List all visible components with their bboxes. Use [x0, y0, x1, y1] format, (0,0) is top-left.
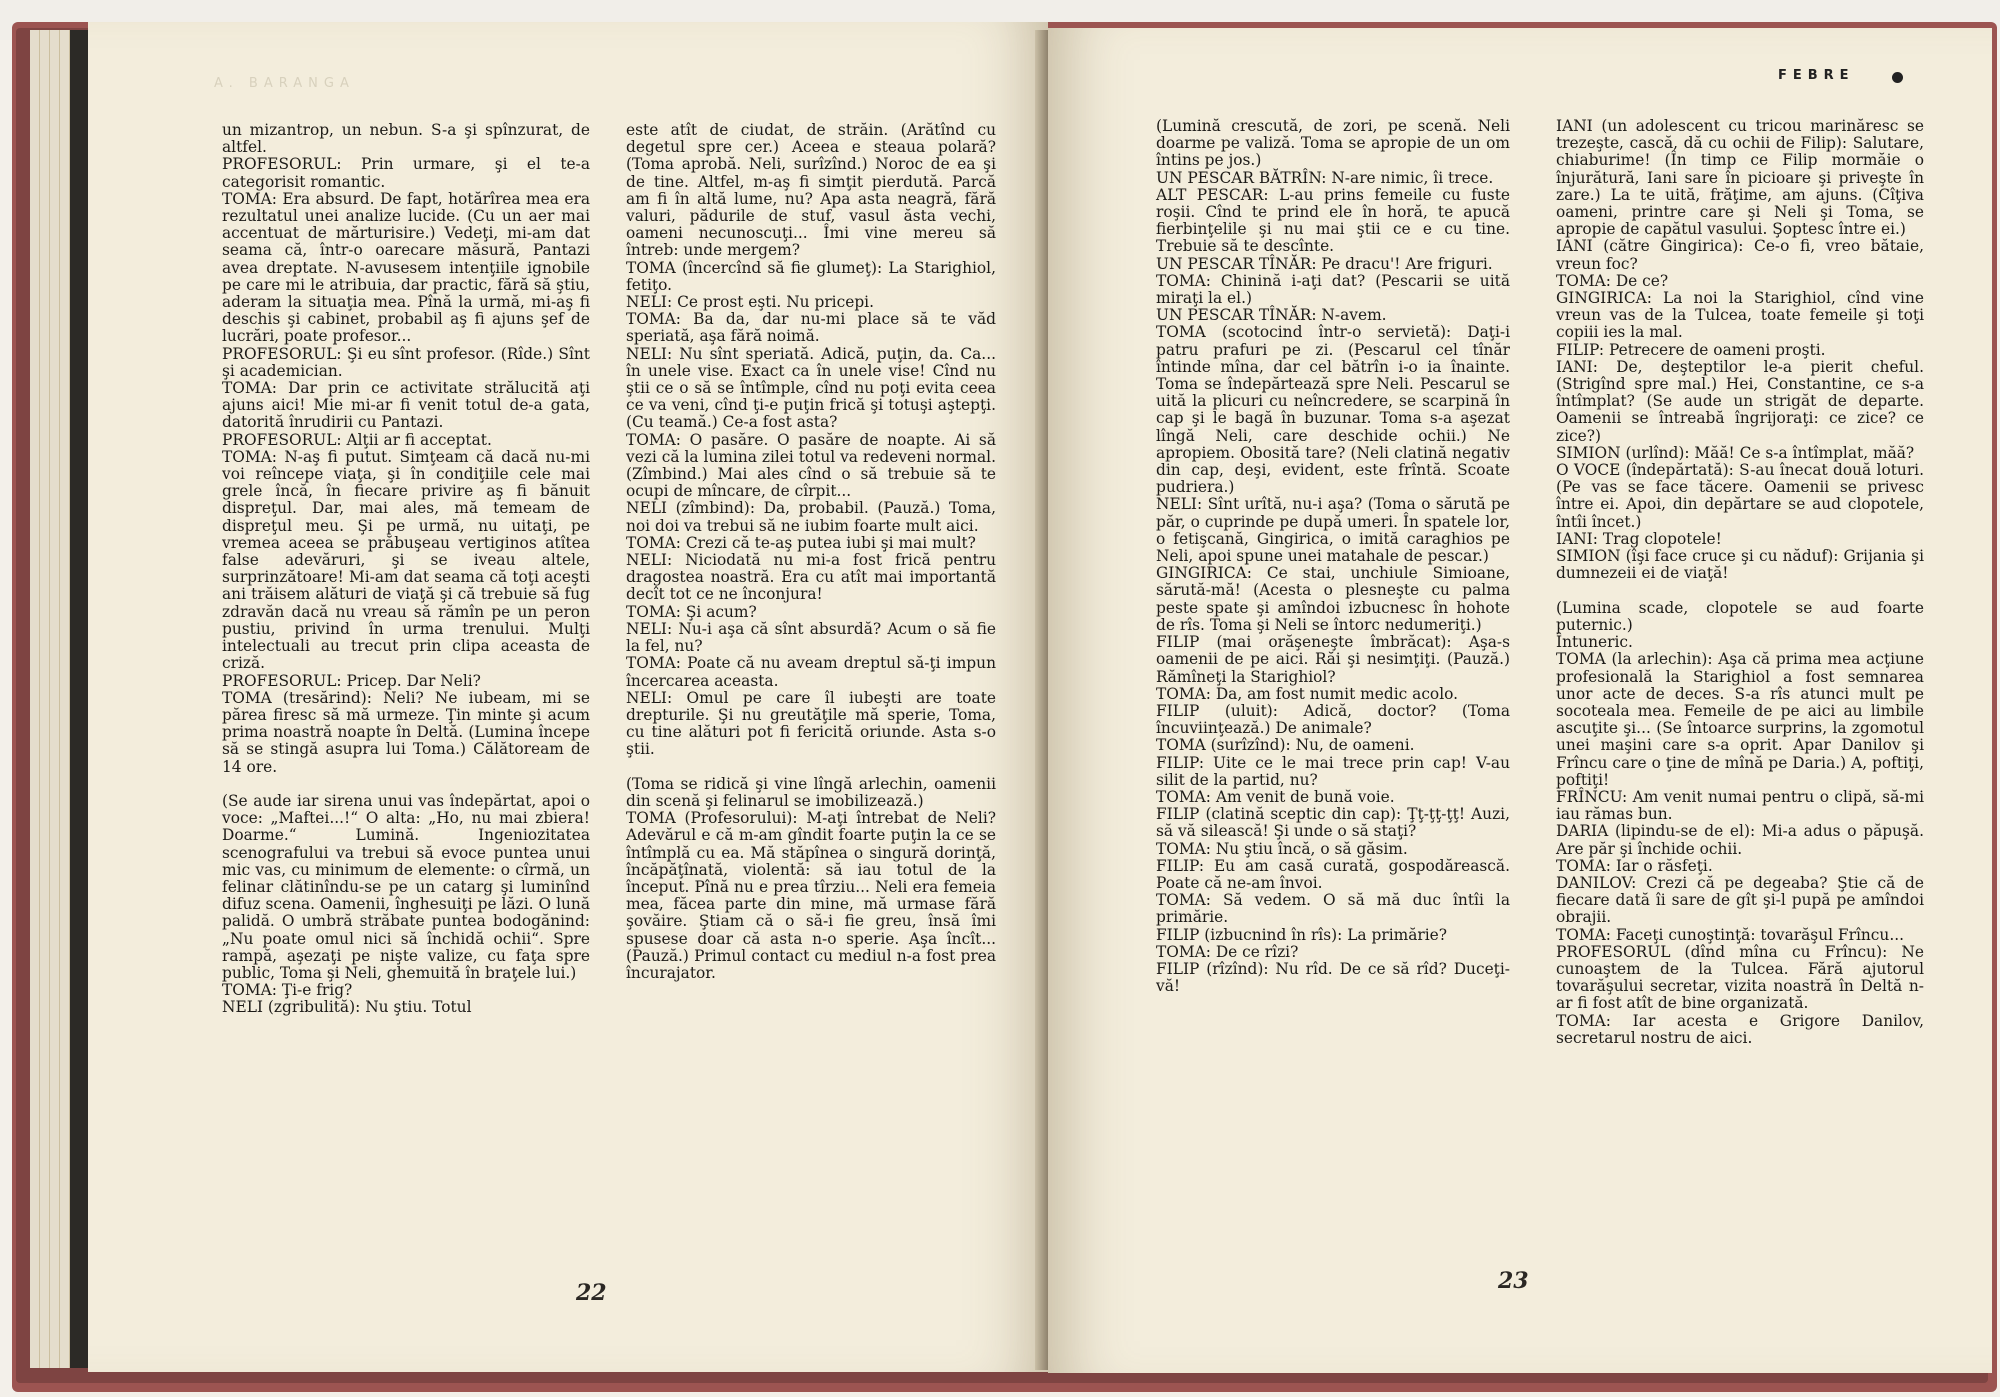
- text-column-p23-1: (Lumină crescută, de zori, pe scenă. Neli doarme pe valiză. Toma se apropie de un om întins pe jos.) UN PESCAR BĂTRÎN: N-are nimic, îi trece. ALT PESCAR: L-au prins femeile cu fuste roşii. Cînd te prind ele în horă, te apucă fierbinţelile şi nu mai ştii ce e cu tine. Trebuie să te descînte. UN PESCAR TÎNĂR: Pe dracu'! Are friguri. TOMA: Chinină i-aţi dat? (Pescarii se uită miraţi la el.) UN PESCAR TÎNĂR: N-avem. TOMA (scotocind într-o servietă): Daţi-i patru prafuri pe zi. (Pescarul cel tînăr întinde mîna, dar cel bătrîn i-o ia înainte. Toma se îndepărtează spre Neli. Pescarul se uită la plicuri cu neîncredere, se scarpină în cap şi le bagă în buzunar. Toma s-a aşezat lîngă Neli, care deschide ochii.) Ne apropiem. Obosită tare? (Neli clatină negativ din cap, deşi, evident, este frîntă. Scoate pudriera.) NELI: Sînt urîtă, nu-i aşa? (Toma o sărută pe păr, o cuprinde pe după umeri. În spatele lor, o fetişcană, Gingirica, o imită caraghios pe Neli, apoi spune unei matahale de pescar.) GINGIRICA: Ce stai, unchiule Simioane, sărută-mă! (Acesta o plesneşte cu palma peste spate şi amîndoi izbucnesc în hohote de rîs. Toma şi Neli se întorc nedumeriţi.) FILIP (mai orăşeneşte îmbrăcat): Aşa-s oamenii de pe aici. Răi şi nesimţiţi. (Pauză.) Rămîneţi la Starighiol? TOMA: Da, am fost numit medic acolo. FILIP (uluit): Adică, doctor? (Toma încuviinţează.) De animale? TOMA (surîzînd): Nu, de oameni. FILIP: Uite ce le mai trece prin cap! V-au silit de la partid, nu? TOMA: Am venit de bună voie. FILIP (clatină sceptic din cap): Ţţ-ţţ-ţţ! Auzi, să vă silească! Şi unde o să staţi? TOMA: Nu ştiu încă, o să găsim. FILIP: Eu am casă curată, gospodărească. Poate că ne-am învoi. TOMA: Să vedem. O să mă duc întîi la primărie. FILIP (izbucnind în rîs): La primărie? TOMA: De ce rîzi? FILIP (rîzînd): Nu rîd. De ce să rîd? Duceţi-vă!: [1156, 117, 1510, 996]
- page-edge: [50, 30, 60, 1368]
- running-header-left: A. BARANGA: [214, 76, 355, 91]
- page-edge: [30, 30, 40, 1368]
- running-header-right: FEBRE: [1778, 68, 1855, 83]
- text-column-p22-1: un mizantrop, un nebun. S-a şi spînzurat, de altfel. PROFESORUL: Prin urmare, şi el te-a categorisit romantic. TOMA: Era absurd. De fapt, hotărîrea mea era rezultatul unei analize lucide. (Cu un aer mai accentuat de mărturisire.) Vedeţi, mi-am dat seama că, într-o oarecare măsură, Pantazi avea dreptate. N-avusesem intenţiile ignobile pe care mi le atribuia, dar practic, fără să ştiu, aderam la situaţia mea. Pînă la urmă, mi-aş fi deschis şi cabinet, probabil aş fi ajuns şef de lucrări, poate profesor... PROFESORUL: Şi eu sînt profesor. (Rîde.) Sînt şi academician. TOMA: Dar prin ce activitate strălucită aţi ajuns aici! Mie mi-ar fi venit totul de-a gata, datorită înrudirii cu Pantazi. PROFESORUL: Alţii ar fi acceptat. TOMA: N-aş fi putut. Simţeam că dacă nu-mi voi reîncepe viaţa, şi în condiţiile cele mai grele încă, în fiecare privire aş fi bănuit dispreţul. Dar, mai ales, mă temeam de dispreţul meu. Şi pe urmă, nu uitaţi, pe vremea aceea se prăbuşeau vertiginos atîtea false adevăruri, şi se iveau altele, surprinzătoare! Mi-am dat seama că toţi aceşti ani trăisem alături de viaţă şi că trebuie să fug zdravăn dacă nu vreau să rămîn pe un peron pustiu, privind în urma trenului. Mulţi intelectuali au trecut prin clipa aceasta de criză. PROFESORUL: Pricep. Dar Neli? TOMA (tresărind): Neli? Ne iubeam, mi se părea firesc să mă urmeze. Ţin minte şi acum prima noastră noapte în Deltă. (Lumina începe să se stingă asupra lui Toma.) Călătoream de 14 ore. (Se aude iar sirena unui vas îndepărtat, apoi o voce: „Maftei...!“ O alta: „Ho, nu mai zbiera! Doarme.“ Lumină. Ingeniozitatea scenografului va trebui să evoce puntea unui mic vas, cu minimum de elemente: o cîrmă, un felinar clătinîndu-se pe un catarg şi luminînd difuz scena. Oamenii, înghesuiţi pe lăzi. O lună palidă. O umbră străbate puntea bodogănind: „Nu poate omul nici să închidă ochii“. Spre rampă, aşezaţi pe nişte valize, cu faţa spre public, Toma şi Neli, ghemuită în braţele lui.) TOMA: Ţi-e frig? NELI (zgribulită): Nu ştiu. Totul: [222, 121, 590, 1017]
- page-number-right: 23: [1498, 1268, 1529, 1294]
- page-shadow-strip: [70, 30, 88, 1368]
- text-column-p22-2: este atît de ciudat, de străin. (Arătînd cu degetul spre cer.) Aceea e steaua polară? (Toma aprobă. Neli, surîzînd.) Noroc de ea şi de tine. Altfel, m-aş fi simţit pierdută. Parcă am fi în altă lume, nu? Apa asta neagră, fără valuri, pădurile de stuf, vasul ăsta vechi, oameni necunoscuţi... Îmi vine mereu să întreb: unde mergem? TOMA (încercînd să fie glumeţ): La Starighiol, fetiţo. NELI: Ce prost eşti. Nu pricepi. TOMA: Ba da, dar nu-mi place să te văd speriată, aşa fără noimă. NELI: Nu sînt speriată. Adică, puţin, da. Ca... în unele vise. Exact ca în unele vise! Cînd nu ştii ce o să se întîmple, cînd nu poţi evita ceea ce va veni, cînd ţi-e puţin frică şi totuşi aştepţi. (Cu teamă.) Ce-a fost asta? TOMA: O pasăre. O pasăre de noapte. Ai să vezi că la lumina zilei totul va redeveni normal. (Zîmbind.) Mai ales cînd o să trebuie să te ocupi de mîncare, de cîrpit... NELI (zîmbind): Da, probabil. (Pauză.) Toma, noi doi va trebui să ne iubim foarte mult aici. TOMA: Crezi că te-aş putea iubi şi mai mult? NELI: Niciodată nu mi-a fost frică pentru dragostea noastră. Era cu atît mai importantă decît tot ce ne înconjura! TOMA: Şi acum? NELI: Nu-i aşa că sînt absurdă? Acum o să fie la fel, nu? TOMA: Poate că nu aveam dreptul să-ţi impun încercarea aceasta. NELI: Omul pe care îl iubeşti are toate drepturile. Şi nu greutăţile mă sperie, Toma, cu tine alături pot fi fericită oriunde. Asta s-o ştii. (Toma se ridică şi vine lîngă arlechin, oamenii din scenă şi felinarul se imobilizează.) TOMA (Profesorului): M-aţi întrebat de Neli? Adevărul e că m-am gîndit foarte puţin la ce se întîmplă cu ea. Mă stăpînea o singură dorinţă, încăpăţînată, violentă: să iau totul de la început. Pînă nu e prea tîrziu... Neli era femeia mea, făcea parte din mine, mă urmase fără şovăire. Ştiam că o să-i fie greu, însă îmi spusese doar că asta n-o sperie. Aşa încît... (Pauză.) Primul contact cu mediul n-a fost prea încurajator.: [626, 121, 996, 982]
- left-page: [88, 22, 1048, 1372]
- text-column-p23-2: IANI (un adolescent cu tricou marinăresc se trezeşte, cască, dă cu ochii de Filip): Salutare, chiaburime! (În timp ce Filip mormăie o înjurătură, Iani sare în picioare şi priveşte în zare.) La te uită, frăţime, am ajuns. (Cîţiva oameni, printre care şi Neli şi Toma, se apropie de capătul vasului. Şoptesc între ei.) IANI (către Gingirica): Ce-o fi, vreo bătaie, vreun foc? TOMA: De ce? GINGIRICA: La noi la Starighiol, cînd vine vreun vas de la Tulcea, toate femeile şi toţi copiii ies la mal. FILIP: Petrecere de oameni proşti. IANI: De, deşteptilor le-a pierit cheful. (Strigînd spre mal.) Hei, Constantine, ce s-a întîmplat? (Se aude un strigăt de departe. Oamenii se întreabă îngrijoraţi: ce zice? ce zice?) SIMION (urlînd): Măă! Ce s-a întîmplat, măă? O VOCE (îndepărtată): S-au înecat două loturi. (Pe vas se face tăcere. Oamenii se privesc între ei. Apoi, din depărtare se aud clopotele, întîi încet.) IANI: Trag clopotele! SIMION (îşi face cruce şi cu năduf): Grijania şi dumnezeii ei de viaţă! (Lumina scade, clopotele se aud foarte puternic.) Întuneric. TOMA (la arlechin): Aşa că prima mea acţiune profesională la Starighiol a fost semnarea unor acte de deces. S-a rîs atunci mult pe socoteala mea. Femeile de pe aici au limbile ascuţite şi... (Se întoarce surprins, la zgomotul unei maşini care s-a oprit. Apar Danilov şi Frîncu care o ţine de mînă pe Daria.) A, poftiţi, poftiţi! FRÎNCU: Am venit numai pentru o clipă, să-mi iau rămas bun. DARIA (lipindu-se de el): Mi-a adus o păpuşă. Are păr şi închide ochii. TOMA: Iar o răsfeţi. DANILOV: Crezi că pe degeaba? Ştie că de fiecare dată îi sare de gît şi-l pupă pe amîndoi obrajii. TOMA: Faceţi cunoştinţă: tovarăşul Frîncu... PROFESORUL (dînd mîna cu Frîncu): Ne cunoaştem de la Tulcea. Fără ajutorul tovarăşului secretar, vizita noastră în Deltă n-ar fi fost atît de bine organizată. TOMA: Iar acesta e Grigore Danilov, secretarul nostru de aici.: [1556, 117, 1924, 1047]
- right-page: [1048, 28, 1992, 1373]
- header-bullet-icon: [1892, 72, 1903, 83]
- page-edge: [40, 30, 50, 1368]
- page-number-left: 22: [576, 1280, 607, 1306]
- page-edge: [60, 30, 70, 1368]
